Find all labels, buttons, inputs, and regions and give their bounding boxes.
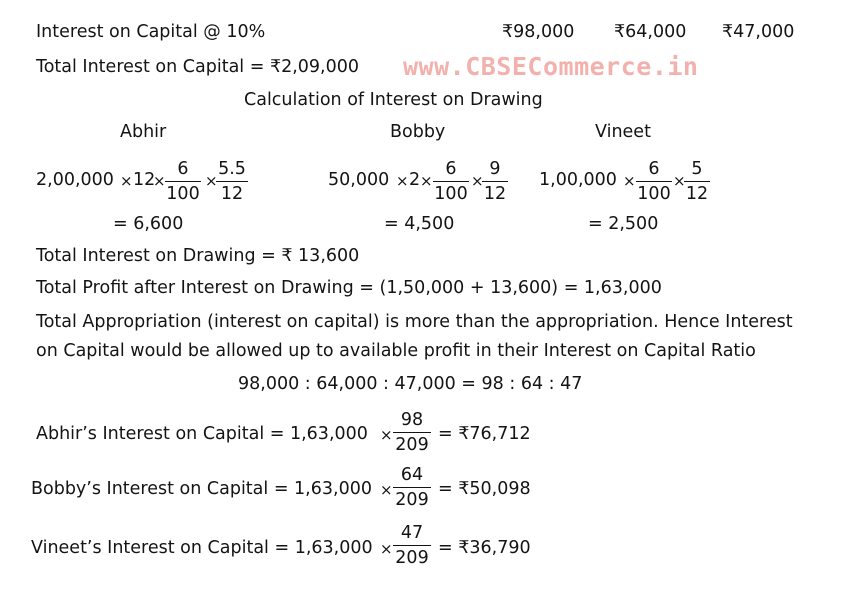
fraction-denominator: 100: [637, 184, 671, 204]
fraction-denominator: 209: [395, 435, 429, 455]
fraction-numerator: 6: [445, 159, 457, 179]
fraction-bobby-rate: [433, 158, 469, 205]
share-vineet-label: Vineet’s Interest on Capital = 1,63,000: [31, 538, 373, 558]
times-sign: ×: [205, 172, 218, 190]
times-sign: ×: [420, 172, 433, 190]
times-sign: ×: [673, 172, 686, 190]
fraction-denominator: 209: [395, 548, 429, 568]
abhir-capital-interest: ₹98,000: [502, 22, 575, 42]
result-vineet: = 2,500: [588, 214, 659, 234]
fraction-bar: [393, 545, 431, 546]
fraction-numerator: 6: [177, 159, 189, 179]
fraction-bar: [482, 181, 508, 182]
times-sign: ×: [120, 172, 133, 190]
fraction-bobby-period: [482, 158, 508, 205]
fraction-denominator: 12: [220, 184, 244, 204]
fraction-numerator: 5.5: [218, 159, 246, 179]
fraction-abhir-period: [216, 158, 248, 205]
fraction-vineet-rate: [636, 158, 672, 205]
fraction-denominator: 100: [434, 184, 468, 204]
fraction-bar: [684, 181, 710, 182]
fraction-denominator: 209: [395, 490, 429, 510]
fraction-numerator: 98: [400, 410, 424, 430]
fraction-denominator: 12: [685, 184, 709, 204]
total-interest-capital: Total Interest on Capital = ₹2,09,000: [36, 57, 360, 77]
times-sign: ×: [380, 540, 393, 558]
watermark: www.CBSECommerce.in: [403, 52, 699, 81]
total-profit-line: Total Profit after Interest on Drawing = (1,50,000 + 13,600) = 1,63,000: [36, 278, 662, 298]
share-vineet-result: = ₹36,790: [438, 538, 531, 558]
formula-bobby-lead: 50,000: [328, 170, 390, 190]
fraction-vineet-ratio: [393, 522, 431, 569]
formula-bobby-months: 2: [409, 170, 421, 190]
share-bobby-result: = ₹50,098: [438, 479, 531, 499]
formula-abhir-lead: 2,00,000: [36, 170, 114, 190]
fraction-denominator: 12: [483, 184, 507, 204]
fraction-vineet-period: [684, 158, 710, 205]
capital-ratio: 98,000 : 64,000 : 47,000 = 98 : 64 : 47: [238, 374, 583, 394]
partner-name-abhir: Abhir: [120, 122, 167, 142]
fraction-bobby-ratio: [393, 464, 431, 511]
partner-name-vineet: Vineet: [595, 122, 651, 142]
appropriation-note-line2: on Capital would be allowed up to available profit in their Interest on Capital Ratio: [36, 341, 756, 361]
times-sign: ×: [153, 172, 166, 190]
vineet-capital-interest: ₹47,000: [722, 22, 795, 42]
fraction-abhir-ratio: [393, 409, 431, 456]
fraction-numerator: 64: [400, 465, 424, 485]
times-sign: ×: [396, 172, 409, 190]
fraction-abhir-rate: [165, 158, 201, 205]
partner-name-bobby: Bobby: [390, 122, 446, 142]
share-abhir-result: = ₹76,712: [438, 424, 531, 444]
result-abhir: = 6,600: [113, 214, 184, 234]
appropriation-note-line1: Total Appropriation (interest on capital) is more than the appropriation. Hence Interest: [36, 312, 793, 332]
share-bobby-label: Bobby’s Interest on Capital = 1,63,000: [31, 479, 372, 499]
fraction-denominator: 100: [166, 184, 200, 204]
fraction-bar: [636, 181, 672, 182]
times-sign: ×: [623, 172, 636, 190]
fraction-bar: [393, 487, 431, 488]
fraction-bar: [393, 432, 431, 433]
fraction-bar: [433, 181, 469, 182]
fraction-bar: [216, 181, 248, 182]
drawing-heading: Calculation of Interest on Drawing: [244, 90, 543, 110]
times-sign: ×: [471, 172, 484, 190]
formula-abhir-months: 12: [133, 170, 156, 190]
interest-on-capital-label: Interest on Capital @ 10%: [36, 22, 266, 42]
times-sign: ×: [380, 426, 393, 444]
formula-vineet-lead: 1,00,000: [539, 170, 617, 190]
bobby-capital-interest: ₹64,000: [614, 22, 687, 42]
fraction-numerator: 5: [691, 159, 703, 179]
total-interest-drawing: Total Interest on Drawing = ₹ 13,600: [36, 246, 360, 266]
share-abhir-label: Abhir’s Interest on Capital = 1,63,000: [36, 424, 368, 444]
fraction-numerator: 47: [400, 523, 424, 543]
times-sign: ×: [380, 481, 393, 499]
fraction-numerator: 6: [648, 159, 660, 179]
fraction-numerator: 9: [489, 159, 501, 179]
fraction-bar: [165, 181, 201, 182]
result-bobby: = 4,500: [384, 214, 455, 234]
